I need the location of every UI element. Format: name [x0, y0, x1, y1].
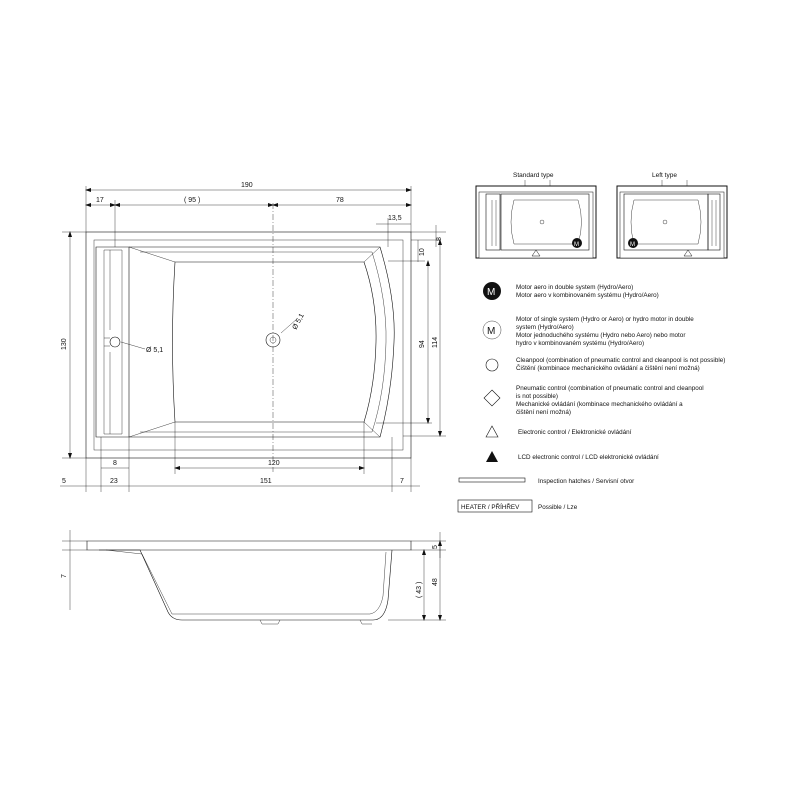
- svg-text:Mechanické ovládání (kombinace: Mechanické ovládání (kombinace mechanického ovládání a: [516, 401, 683, 408]
- dim-bottom-left-small: 8: [113, 460, 117, 467]
- plan-view: [86, 203, 411, 472]
- dim-overall-width: 130: [61, 338, 68, 350]
- legend-item-inspection: [459, 478, 634, 485]
- headrest-panel: [96, 247, 129, 437]
- dim-top-small-2: 10: [419, 248, 426, 256]
- inspection-hatch-icon: [459, 478, 525, 482]
- pneumatic-control-icon: [484, 390, 500, 406]
- dim-side-left-height: 7: [61, 574, 68, 578]
- dim-inner-width: 94: [419, 340, 426, 348]
- svg-text:Motor aero in double system (H: Motor aero in double system (Hydro/Aero): [516, 284, 634, 291]
- dim-right-rim: 13,5: [388, 215, 402, 222]
- dim-width-with-rim: 114: [432, 336, 439, 348]
- svg-text:LCD electronic control / LCD e: LCD electronic control / LCD elektronické ovládání: [518, 454, 659, 461]
- svg-text:Motor of single system (Hydro: Motor of single system (Hydro or Aero) or hydro motor in double: [516, 316, 694, 323]
- dim-center-to-drain: ( 95 ): [184, 197, 201, 204]
- left-type-view: [617, 172, 727, 258]
- legend-item-motor-single: [483, 316, 694, 347]
- standard-motor-symbol: M: [574, 242, 579, 248]
- legend-item-electronic: [486, 426, 632, 437]
- svg-text:Motor aero v kombinovaném syst: Motor aero v kombinovaném systému (Hydro/Aero): [516, 292, 659, 299]
- bath-shell-outline: [129, 247, 394, 437]
- dim-right-section: 78: [336, 197, 344, 204]
- legend-item-cleanpool: [486, 357, 725, 372]
- svg-text:Čištění (kombinace mechanickéh: Čištění (kombinace mechanického ovládání a čištění není možná): [516, 365, 700, 372]
- dim-top-small-1: 8: [436, 237, 443, 241]
- svg-text:hydro v kombinovaném systému (: hydro v kombinovaném systému (Hydro/Aero): [516, 340, 645, 347]
- dim-right-edge: 7: [400, 478, 404, 485]
- svg-text:M: M: [487, 326, 496, 337]
- dim-side-rim-height: 5: [432, 545, 439, 549]
- dim-floor-length: 120: [268, 460, 280, 467]
- heater-label: HEATER / PŘÍHŘEV: [461, 504, 520, 511]
- dim-overall-length: 190: [241, 182, 253, 189]
- svg-text:Electronic control / Elektroni: Electronic control / Elektronické ovládání: [518, 429, 632, 436]
- plan-bottom-dimensions: [60, 422, 420, 492]
- side-view: [61, 530, 446, 624]
- dim-side-depth-total: 48: [432, 578, 439, 586]
- plan-top-dimensions: [86, 182, 411, 247]
- left-motor-symbol: M: [630, 242, 635, 248]
- electronic-control-icon: [486, 426, 498, 437]
- dim-side-depth-inner: ( 43 ): [416, 581, 423, 598]
- left-type-label: Left type: [652, 172, 677, 179]
- dim-left-offset: 17: [96, 197, 104, 204]
- standard-type-label: Standard type: [513, 172, 554, 179]
- lcd-control-icon: [486, 451, 498, 462]
- dim-left-edge: 5: [62, 478, 66, 485]
- side-shell-profile: [99, 550, 392, 620]
- svg-text:M: M: [487, 287, 496, 298]
- tub-inner-rim: [94, 240, 403, 450]
- dim-main-section: 151: [260, 478, 272, 485]
- main-drain-label: Ø 5,1: [291, 312, 306, 331]
- standard-type-view: [476, 172, 596, 258]
- svg-text:Pneumatic control (combination: Pneumatic control (combination of pneumatic control and cleanpool: [516, 385, 704, 392]
- svg-text:Cleanpool (combination of pneu: Cleanpool (combination of pneumatic control and cleanpool is not possible): [516, 357, 726, 364]
- cleanpool-icon: [486, 359, 498, 371]
- svg-text:system (Hydro/Aero): system (Hydro/Aero): [516, 324, 574, 331]
- legend-item-pneumatic: [484, 385, 704, 416]
- plan-left-dimensions: [61, 232, 86, 458]
- legend-item-motor-aero: [483, 282, 659, 300]
- overflow-label: Ø 5,1: [146, 347, 164, 354]
- legend: [458, 282, 725, 512]
- overflow-drain: [110, 337, 120, 347]
- side-rim: [87, 541, 411, 550]
- svg-text:Motor jednoduchého systému (Hy: Motor jednoduchého systému (Hydro nebo Aero) nebo motor: [516, 332, 686, 339]
- legend-heater: [458, 500, 578, 512]
- svg-text:Inspection hatches / Servisní: Inspection hatches / Servisní otvor: [538, 478, 635, 485]
- bath-basin-floor: [173, 262, 377, 422]
- tub-outer-outline: [86, 232, 411, 458]
- svg-text:čištění není možná): čištění není možná): [516, 409, 571, 416]
- legend-item-lcd: [486, 451, 659, 462]
- heater-value: Possible / Lze: [538, 504, 578, 511]
- dim-left-section: 23: [110, 478, 118, 485]
- svg-text:is not possible): is not possible): [516, 393, 558, 400]
